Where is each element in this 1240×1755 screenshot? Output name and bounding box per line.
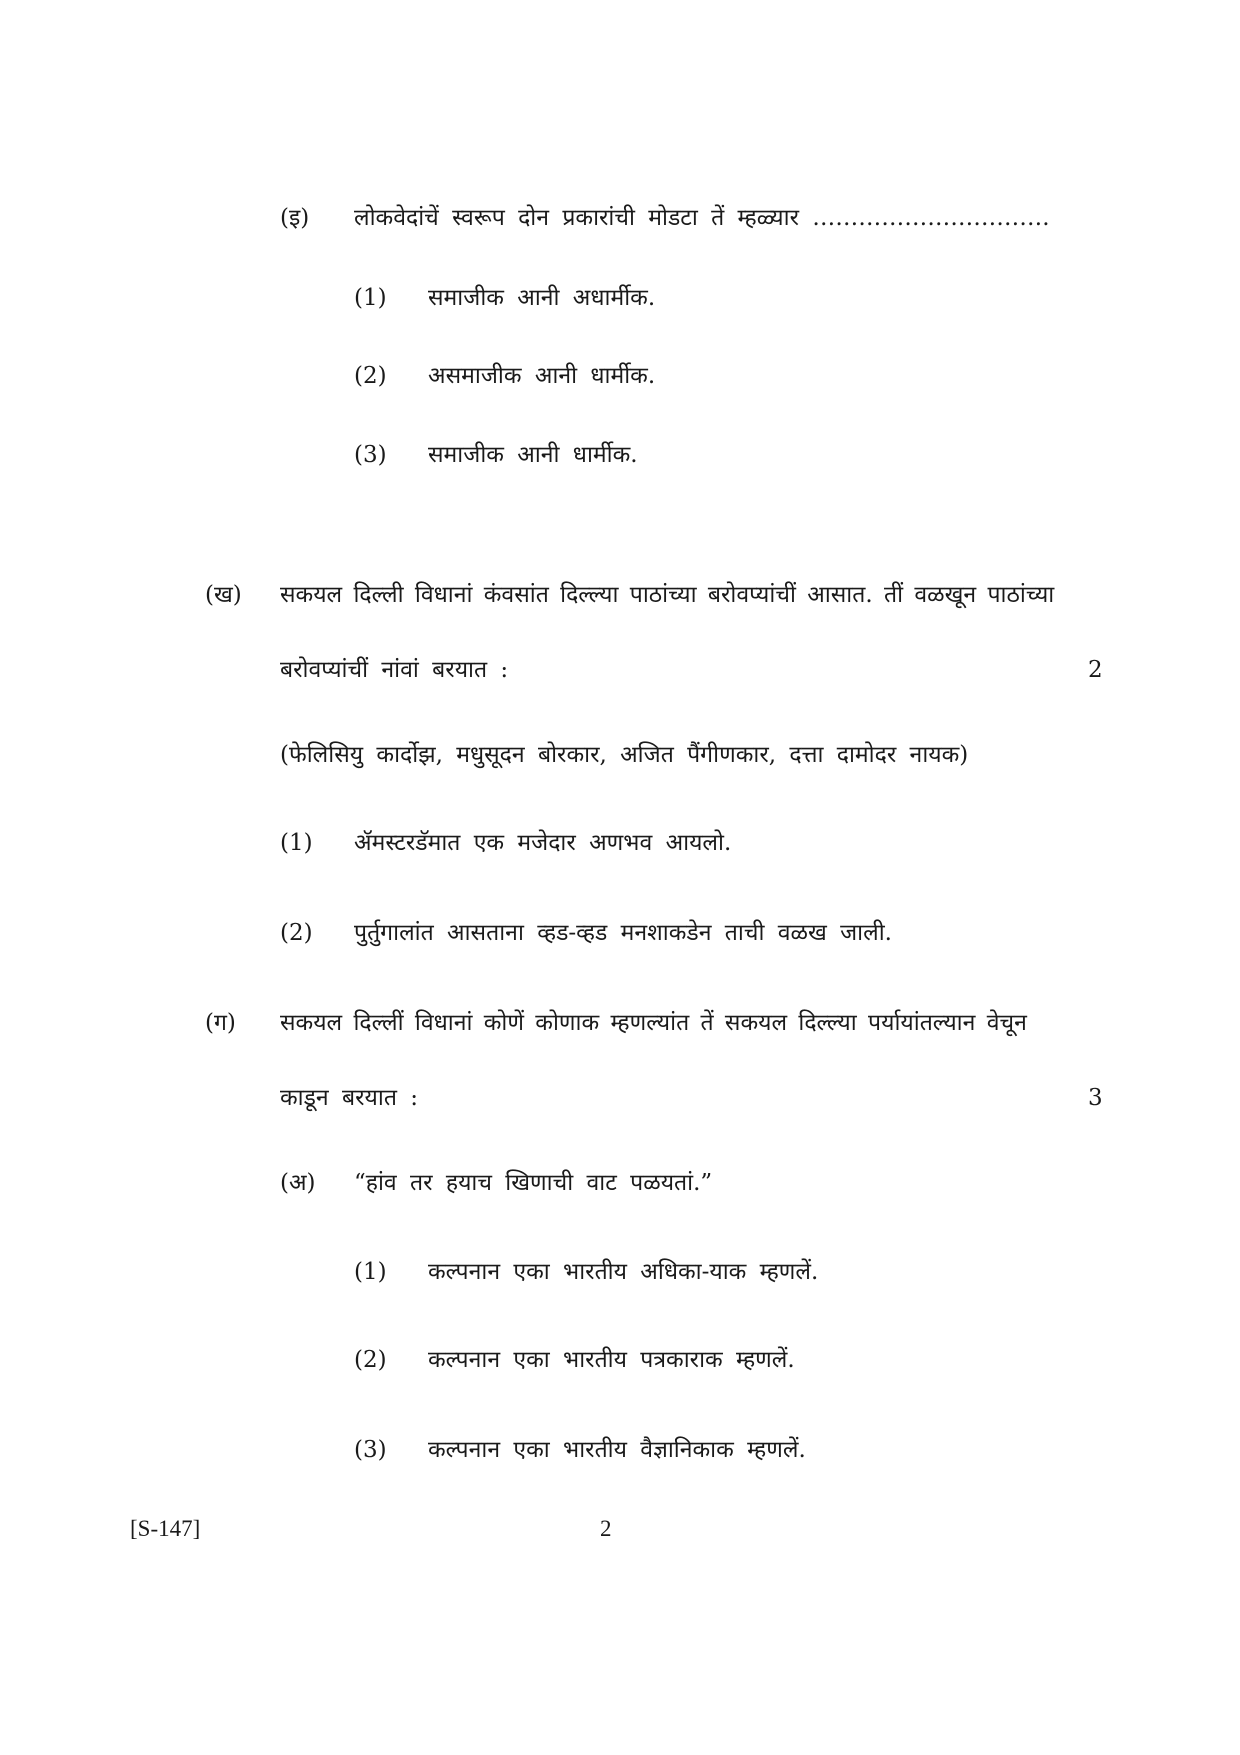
- option-number: (3): [354, 442, 387, 468]
- question-text: सकयल दिल्लीं विधानां कोणें कोणाक म्हणल्यांत तें सकयल दिल्ल्या पर्यायांतल्यान वेचून: [280, 1010, 1027, 1036]
- option-text: कल्पनान एका भारतीय अधिका-याक म्हणलें.: [428, 1259, 819, 1285]
- option-number: (2): [354, 363, 387, 389]
- option-text: समाजीक आनी धार्मीक.: [428, 442, 638, 468]
- page-number: 2: [600, 1516, 612, 1541]
- author-list: (फेलिसियु कार्दोझ, मधुसूदन बोरकार, अजित पैंगीणकार, दत्ता दामोदर नायक): [280, 742, 969, 768]
- item-text: पुर्तुगालांत आसताना व्हड-व्हड मनशाकडेन ताची वळख जाली.: [354, 920, 892, 946]
- item-text: ॲमस्टरडॅमात एक मजेदार अणभव आयलो.: [354, 830, 732, 856]
- option-text: कल्पनान एका भारतीय पत्रकाराक म्हणलें.: [428, 1347, 795, 1373]
- option-text: समाजीक आनी अधार्मीक.: [428, 285, 656, 311]
- paper-code: [S-147]: [130, 1516, 201, 1541]
- question-number: (ख): [205, 582, 242, 608]
- question-text-continued: काडून बरयात :: [280, 1085, 419, 1111]
- option-text: कल्पनान एका भारतीय वैज्ञानिकाक म्हणलें.: [428, 1437, 806, 1463]
- question-number: (इ): [280, 205, 310, 231]
- question-text: सकयल दिल्ली विधानां कंवसांत दिल्ल्या पाठांच्या बरोवप्यांचीं आसात. तीं वळखून पाठांच्या: [280, 582, 1055, 608]
- sub-question-number: (अ): [280, 1170, 316, 1196]
- option-number: (3): [354, 1437, 387, 1463]
- option-number: (1): [354, 285, 387, 311]
- question-text: लोकवेदांचें स्वरूप दोन प्रकारांची मोडटा तें म्हळ्यार ………………………….: [354, 205, 1050, 231]
- item-number: (2): [280, 920, 313, 946]
- option-text: असमाजीक आनी धार्मीक.: [428, 363, 656, 389]
- item-number: (1): [280, 830, 313, 856]
- marks: 3: [1088, 1085, 1103, 1111]
- sub-question-text: “हांव तर हयाच खिणाची वाट पळयतां.”: [354, 1170, 713, 1196]
- marks: 2: [1088, 657, 1103, 683]
- question-number: (ग): [205, 1010, 236, 1036]
- option-number: (2): [354, 1347, 387, 1373]
- option-number: (1): [354, 1259, 387, 1285]
- question-text-continued: बरोवप्यांचीं नांवां बरयात :: [280, 657, 509, 683]
